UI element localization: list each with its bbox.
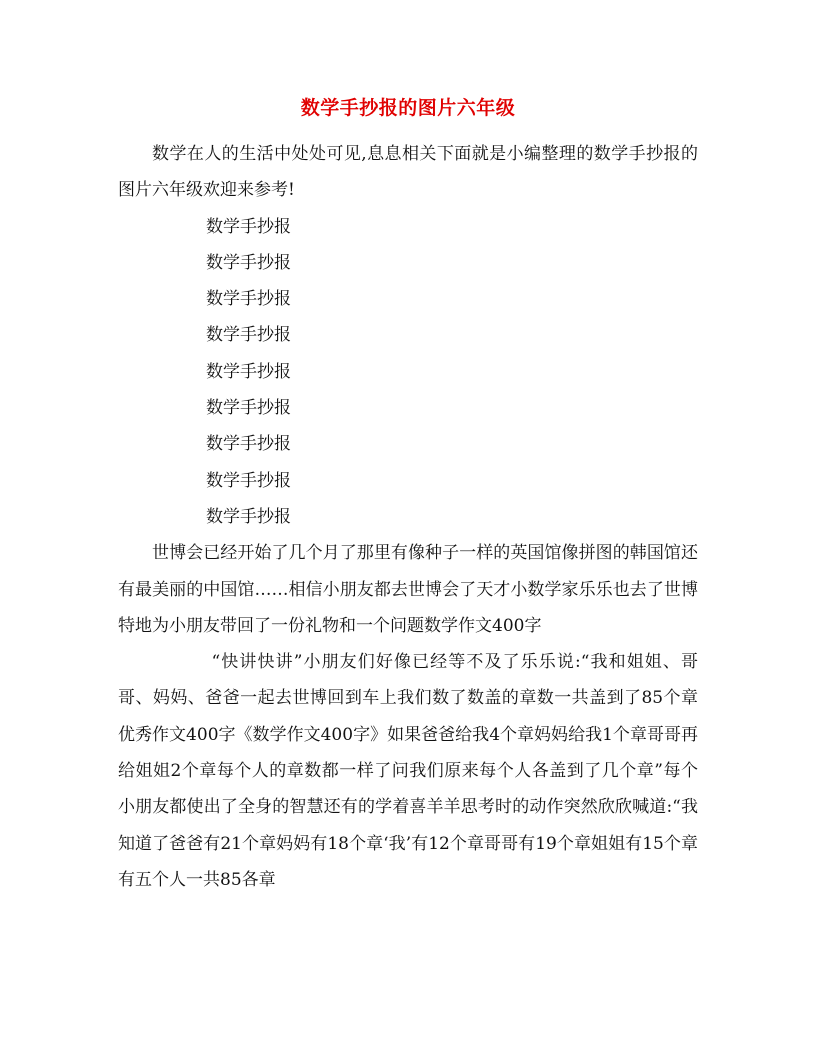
list-item: 数学手抄报: [206, 398, 291, 419]
document-title: 数学手抄报的图片六年级: [300, 97, 516, 119]
list-item: 数学手抄报: [206, 252, 291, 273]
body-paragraph-1: 世博会已经开始了几个月了那里有像种子一样的英国馆像拼图的韩国馆还有最美丽的中国馆……相信小朋友都去世博会了天才小数学家乐乐也去了世博特地为小朋友带回了一份礼物和一个问题数学作文400字: [118, 543, 698, 636]
list-item: 数学手抄报: [206, 325, 291, 346]
body-paragraph-2: “快讲快讲”小朋友们好像已经等不及了乐乐说:“我和姐姐、哥哥、妈妈、爸爸一起去世博回到车上我们数了数盖的章数一共盖到了85个章优秀作文400字《数学作文400字》如果爸爸给我4个章妈妈给我1个章哥哥再给姐姐2个章每个人的章数都一样了问我们原来每个人各盖到了几个章”每个小朋友都使出了全身的智慧还有的学着喜羊羊思考时的动作突然欣欣喊道:“我知道了爸爸有21个章妈妈有18个章‘我’有12个章哥哥有19个章姐姐有15个章有五个人一共85各章: [118, 652, 698, 890]
list-item: 数学手抄报: [206, 506, 291, 527]
list-item: 数学手抄报: [206, 216, 291, 237]
list-item: 数学手抄报: [206, 289, 291, 310]
list-item: 数学手抄报: [206, 470, 291, 491]
list-item: 数学手抄报: [206, 434, 291, 455]
intro-paragraph: 数学在人的生活中处处可见,息息相关下面就是小编整理的数学手抄报的图片六年级欢迎来参考!: [118, 144, 698, 201]
list-item: 数学手抄报: [206, 361, 291, 382]
document-body: [118, 136, 698, 898]
